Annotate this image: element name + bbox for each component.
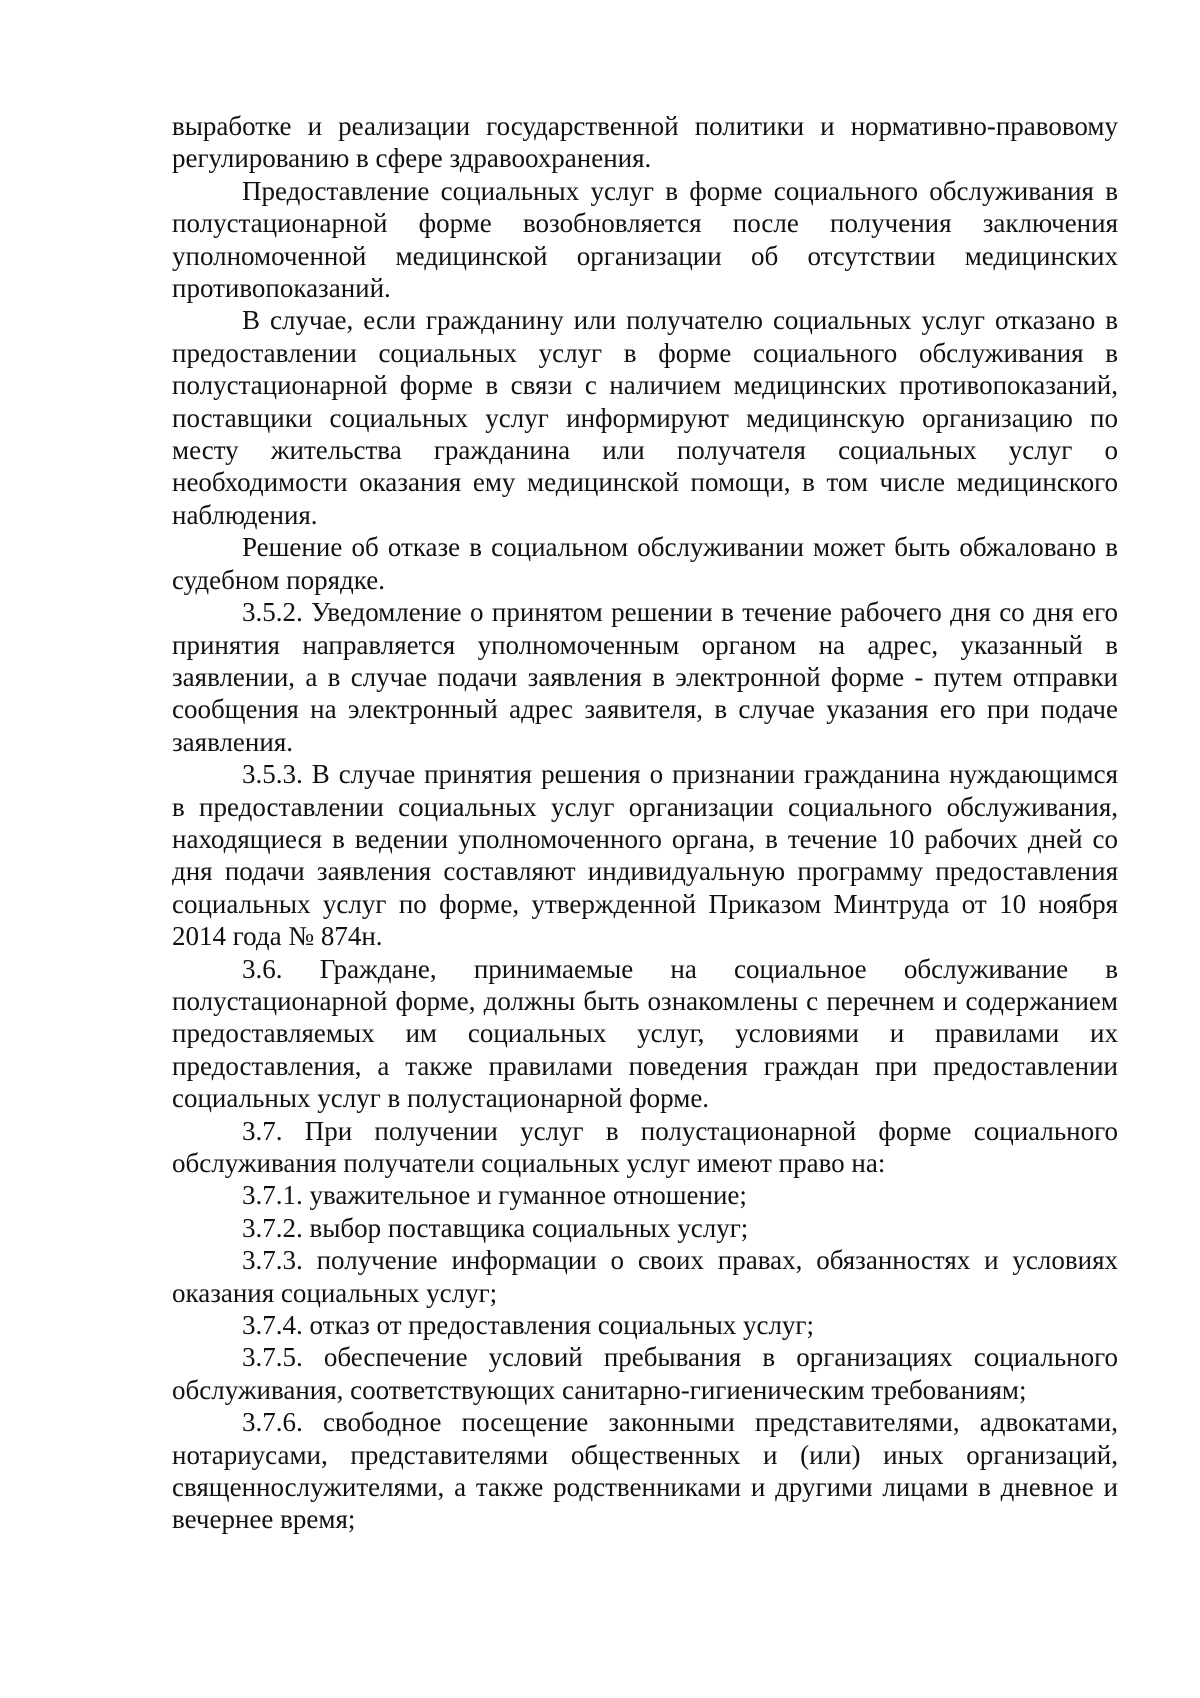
paragraph-3-5-2: 3.5.2. Уведомление о принятом решении в течение рабочего дня со дня его принятия направляется уполномоченным органом на адрес, указанный в заявлении, а в случае подачи заявления в электронной форме - путем отправки сообщения на электронный адрес заявителя, в случае указания его при подаче заявления. [172, 597, 1118, 757]
paragraph-3-7-6: 3.7.6. свободное посещение законными представителями, адвокатами, нотариусами, представителями общественных и (или) иных организаций, священнослужителями, а также родственниками и другими лицами в дневное и вечернее время; [172, 1407, 1118, 1535]
paragraph-3-6: 3.6. Граждане, принимаемые на социальное обслуживание в полустационарной форме, должны быть ознакомлены с перечнем и содержанием предоставляемых им социальных услуг, условиями и правилами их предоставления, а также правилами поведения граждан при предоставлении социальных услуг в полустационарной форме. [172, 953, 1118, 1114]
document-body [172, 110, 1118, 1536]
paragraph-3-7-3: 3.7.3. получение информации о своих правах, обязанностях и условиях оказания социальных услуг; [172, 1245, 1118, 1308]
paragraph-3-7-5: 3.7.5. обеспечение условий пребывания в организациях социального обслуживания, соответствующих санитарно-гигиеническим требованиям; [172, 1342, 1118, 1405]
paragraph-appeal: Решение об отказе в социальном обслуживании может быть обжаловано в судебном порядке. [172, 532, 1118, 595]
paragraph-resumption: Предоставление социальных услуг в форме социального обслуживания в полустационарной форме возобновляется после получения заключения уполномоченной медицинской организации об отсутствии медицинских противопоказаний. [172, 175, 1118, 304]
paragraph-3-7-4: 3.7.4. отказ от предоставления социальных услуг; [242, 1310, 815, 1341]
paragraph-3-7-1: 3.7.1. уважительное и гуманное отношение; [242, 1180, 747, 1211]
paragraph-3-5-3: 3.5.3. В случае принятия решения о признании гражданина нуждающимся в предоставлении социальных услуг организации социального обслуживания, находящиеся в ведении уполномоченного органа, в течение 10 рабочих дней со дня подачи заявления составляют индивидуальную программу предоставления социальных услуг по форме, утвержденной Приказом Минтруда от 10 ноября 2014 года № 874н. [172, 759, 1118, 952]
paragraph-3-7-2: 3.7.2. выбор поставщика социальных услуг; [242, 1212, 749, 1243]
paragraph-continuation: выработке и реализации государственной политики и нормативно-правовому регулированию в сфере здравоохранения. [172, 111, 1118, 174]
paragraph-3-7: 3.7. При получении услуг в полустационарной форме социального обслуживания получатели социальных услуг имеют право на: [172, 1115, 1118, 1178]
paragraph-refusal-medical: В случае, если гражданину или получателю социальных услуг отказано в предоставлении социальных услуг в форме социального обслуживания в полустационарной форме в связи с наличием медицинских противопоказаний, поставщики социальных услуг информируют медицинскую организацию по месту жительства гражданина или получателя социальных услуг о необходимости оказания ему медицинской помощи, в том числе медицинского наблюдения. [172, 305, 1118, 530]
